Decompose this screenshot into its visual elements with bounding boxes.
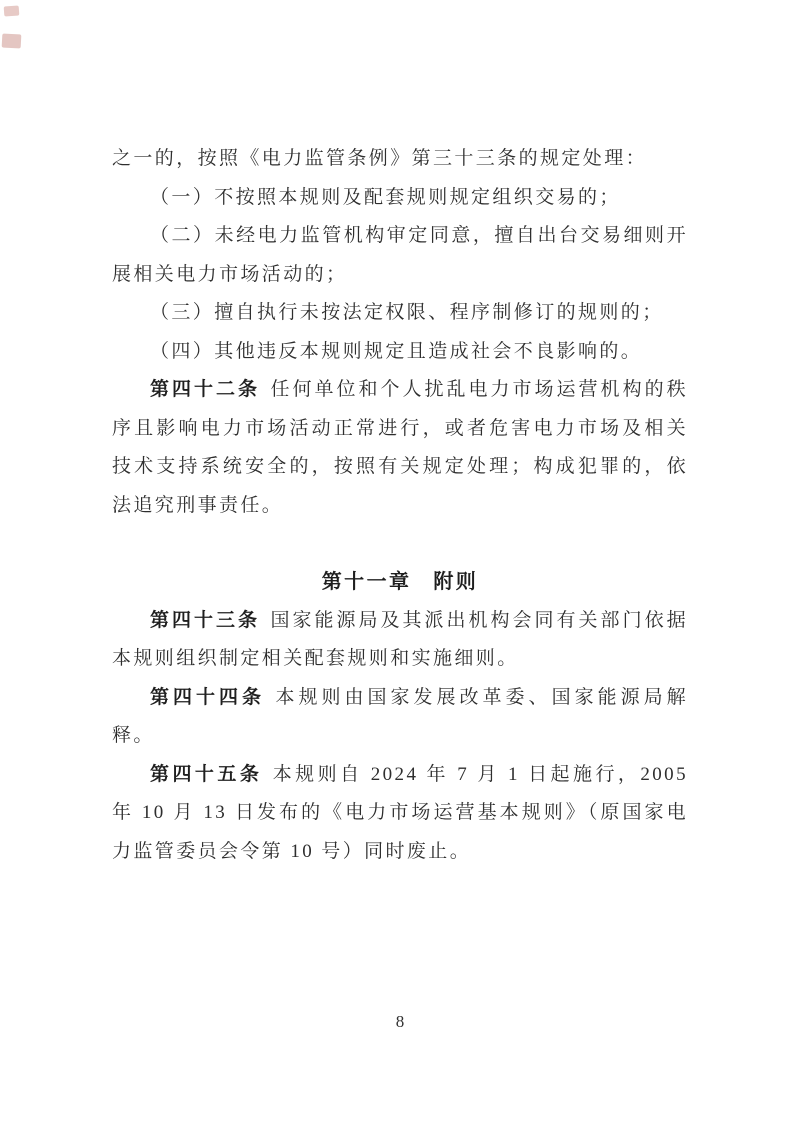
- clause-item-1: （一）不按照本规则及配套规则规定组织交易的；: [150, 186, 621, 208]
- chapter-number: 第十一章: [321, 571, 412, 593]
- page-content: [112, 140, 688, 871]
- page-number: 8: [395, 1012, 405, 1031]
- article-42-text: 任何单位和个人扰乱电力市场运营机构的秩序且影响电力市场活动正常进行，或者危害电力市场及相关技术支持系统安全的，按照有关规定处理；构成犯罪的，依法追究刑事责任。: [112, 379, 688, 516]
- article-43-text: 国家能源局及其派出机构会同有关部门依据本规则组织制定相关配套规则和实施细则。: [112, 609, 688, 669]
- article-43-lead: 第四十三条: [150, 609, 261, 631]
- article-44-lead: 第四十四条: [150, 686, 266, 708]
- article-45-text: 本规则自 2024 年 7 月 1 日起施行，2005 年 10 月 13 日发布的《电力市场运营基本规则》（原国家电力监管委员会令第 10 号）同时废止。: [112, 763, 688, 862]
- chapter-title: 附则: [433, 571, 479, 593]
- article-42: [112, 371, 688, 525]
- article-45: [112, 756, 688, 872]
- clause-item-2: （二）未经电力监管机构审定同意，擅自出台交易细则开展相关电力市场活动的；: [112, 225, 688, 285]
- intro-line: 之一的，按照《电力监管条例》第三十三条的规定处理：: [112, 148, 648, 169]
- article-43: [112, 602, 688, 679]
- article-44: [112, 679, 688, 756]
- chapter-heading: [112, 563, 688, 602]
- article-45-lead: 第四十五条: [150, 763, 263, 785]
- article-44-text: 本规则由国家发展改革委、国家能源局解释。: [112, 686, 688, 746]
- clause-item-4: （四）其他违反本规则规定且造成社会不良影响的。: [150, 340, 643, 362]
- scan-artifact-mark: [4, 5, 20, 16]
- clause-item-3: （三）擅自执行未按法定权限、程序制修订的规则的；: [150, 302, 664, 323]
- scan-artifact-mark: [2, 34, 22, 49]
- article-42-lead: 第四十二条: [150, 379, 261, 400]
